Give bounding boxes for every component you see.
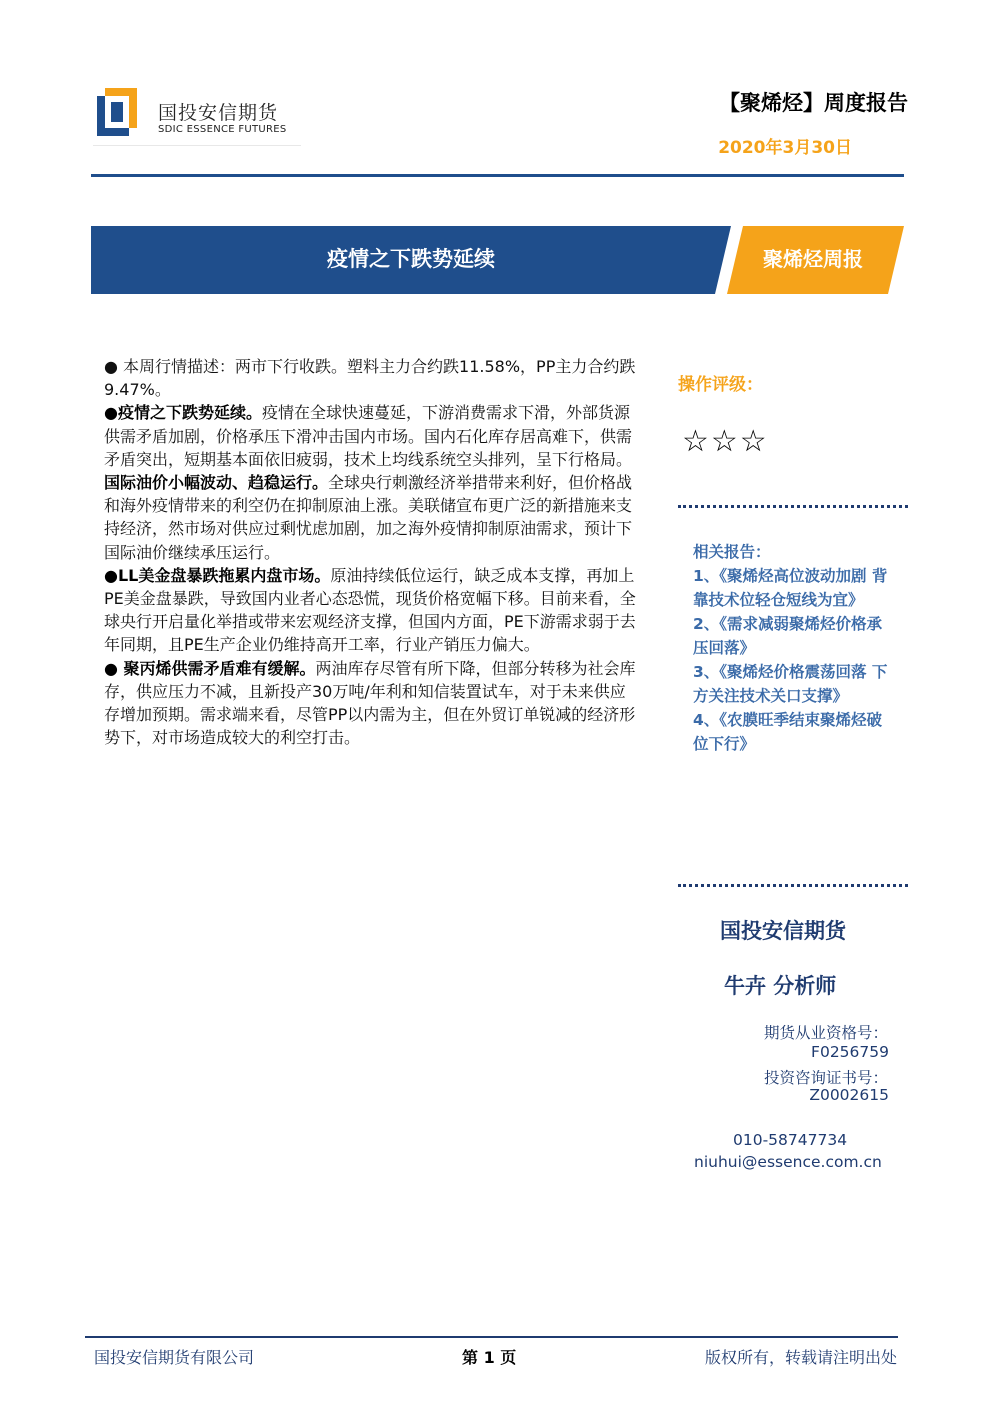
header-divider (91, 174, 904, 177)
related-reports (693, 540, 893, 756)
consult-label: 投资咨询证书号： (763, 1069, 888, 1087)
related-report-link[interactable]: 3、《聚烯烃价格震荡回落 下方关注技术关口支撑》 (693, 663, 888, 705)
company-logo-icon (97, 88, 137, 136)
related-title: 相关报告： (693, 543, 771, 561)
dotted-divider (678, 884, 908, 887)
paragraph-market-summary: ● 本周行情描述：两市下行收跌。塑料主力合约跌11.58%，PP主力合约跌9.47%。 (104, 357, 636, 400)
related-report-link[interactable]: 4、《农膜旺季结束聚烯烃破位下行》 (693, 711, 883, 753)
paragraph-oil-price (104, 471, 640, 564)
related-report-link[interactable]: 2、《需求减弱聚烯烃价格承压回落》 (693, 615, 883, 657)
main-body (104, 355, 640, 749)
footer-company: 国投安信期货有限公司 (94, 1348, 255, 1367)
paragraph-text: 疫情在全球快速蔓延，下游消费需求下滑，外部货源供需矛盾加剧，价格承压下滑冲击国内市场。国内石化库存居高难下，供需矛盾突出，短期基本面依旧疲弱，技术上均线系统空头排列，呈下行格局。 (104, 403, 633, 469)
banner-title: 疫情之下跌势延续 (327, 247, 495, 271)
logo-underline (93, 145, 301, 146)
paragraph-text: 全球央行刺激经济举措带来利好，但价格战和海外疫情带来的利空仍在抑制原油上涨。美联储宣布更广泛的新措施来支持经济，然市场对供应过剩忧虑加剧，加之海外疫情抑制原油需求，预计下国际油价继续承压运行。 (104, 473, 633, 562)
rating-stars-icon: ☆☆☆ (682, 424, 769, 459)
qualification-number: F0256759 (811, 1043, 889, 1061)
footer-divider (85, 1336, 898, 1338)
footer-copyright: 版权所有，转载请注明出处 (704, 1348, 897, 1367)
paragraph-heading: ●疫情之下跌势延续。 (104, 403, 262, 423)
related-report-link[interactable]: 1、《聚烯烃高位波动加剧 背靠技术位轻仓短线为宜》 (693, 567, 888, 609)
consult-number: Z0002615 (809, 1086, 889, 1104)
report-date: 2020年3月30日 (718, 138, 852, 158)
qualification-label: 期货从业资格号： (763, 1024, 888, 1042)
paragraph-ll (104, 564, 640, 657)
banner-tag: 聚烯烃周报 (763, 247, 863, 271)
paragraph-epidemic (104, 401, 640, 471)
rating-label: 操作评级： (678, 375, 763, 395)
company-name: 国投安信期货 (720, 919, 846, 943)
paragraph-pp (104, 657, 640, 750)
logo-text-en: SDIC ESSENCE FUTURES (158, 124, 287, 135)
report-type: 【聚烯烃】周度报告 (719, 91, 908, 115)
paragraph-heading: ● 聚丙烯供需矛盾难有缓解。 (104, 658, 316, 678)
analyst-name: 牛卉 分析师 (724, 974, 837, 998)
phone-number: 010-58747734 (733, 1131, 848, 1149)
logo-text-cn: 国投安信期货 (158, 102, 279, 124)
paragraph-text: 两油库存尽管有所下降，但部分转移为社会库存，供应压力不减，且新投产30万吨/年利和知信装置试车，对于未来供应存增加预期。需求端来看，尽管PP以内需为主，但在外贸订单锐减的经济形势下，对市场造成较大的利空打击。 (104, 658, 636, 748)
paragraph-text: 原油持续低位运行，缺乏成本支撑，再加上PE美金盘暴跌，导致国内业者心态恐慌，现货价格宽幅下移。目前来看，全球央行开启量化举措或带来宏观经济支撑，但国内方面，PE下游需求弱于去年同期，且PE生产企业仍维持高开工率，行业产销压力偏大。 (104, 565, 636, 655)
paragraph-heading: ●LL美金盘暴跌拖累内盘市场。 (104, 565, 331, 585)
dotted-divider (678, 505, 908, 508)
email-link[interactable]: niuhui@essence.com.cn (694, 1153, 882, 1171)
page-number: 第 1 页 (462, 1348, 517, 1367)
paragraph-heading: 国际油价小幅波动、趋稳运行。 (104, 473, 329, 493)
